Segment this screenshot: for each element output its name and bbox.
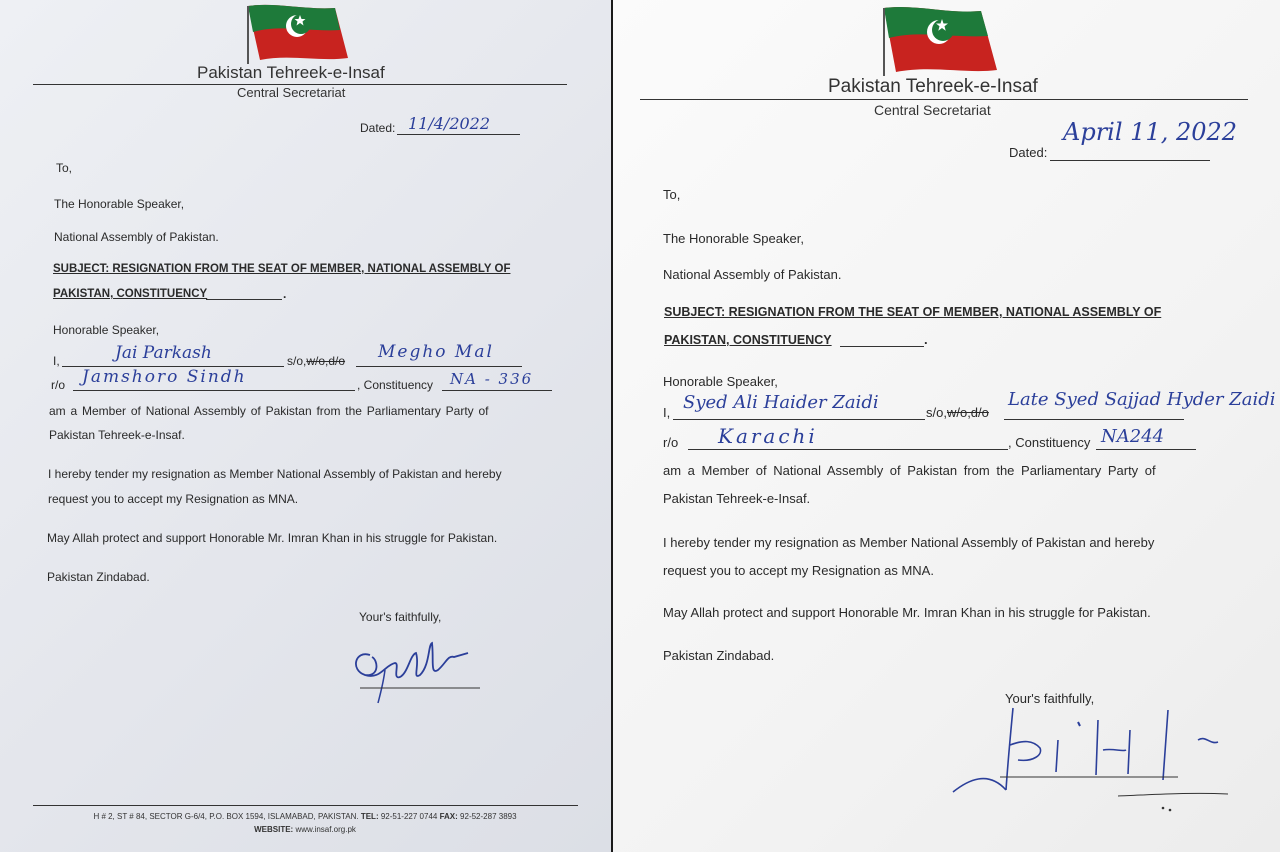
closing-slogan: Pakistan Zindabad. [663, 648, 775, 663]
residence-handwritten: Karachi [718, 424, 818, 448]
org-name: Pakistan Tehreek-e-Insaf [828, 76, 1038, 97]
greeting: Honorable Speaker, [663, 374, 778, 389]
constituency-label: , Constituency [357, 378, 434, 392]
constituency-handwritten: NA244 [1101, 426, 1165, 447]
i-label: I, [663, 405, 671, 420]
office-name: Central Secretariat [237, 85, 346, 100]
subject-end: . [283, 287, 287, 301]
father-name-handwritten: Late Syed Sajjad Hyder Zaidi [1008, 389, 1276, 410]
sign-off: Your's faithfully, [359, 610, 442, 624]
constituency-rule [1096, 449, 1196, 450]
prayer-line: May Allah protect and support Honorable Mr. Imran Khan in his struggle for Pakistan. [663, 605, 1151, 620]
body-line-1: am a Member of National Assembly of Pakistan from the Parliamentary Party of [663, 463, 1156, 478]
header-rule [640, 99, 1248, 100]
org-name: Pakistan Tehreek-e-Insaf [197, 63, 385, 82]
constituency-label: , Constituency [1008, 435, 1091, 450]
footer-contact: H # 2, ST # 84, SECTOR G-6/4, P.O. BOX 1594, ISLAMABAD, PAKISTAN. TEL: 92-51-227 0744 FAX: 92-52-287 3893 [93, 812, 517, 821]
greeting: Honorable Speaker, [53, 323, 160, 337]
resignation-letter-2 [613, 0, 1280, 852]
sign-off: Your's faithfully, [1005, 691, 1095, 706]
office-name: Central Secretariat [874, 102, 991, 118]
body-line-2: Pakistan Tehreek-e-Insaf. [663, 491, 811, 506]
subject-line-1: SUBJECT: RESIGNATION FROM THE SEAT OF MEMBER, NATIONAL ASSEMBLY OF [53, 263, 511, 275]
addressee: The Honorable Speaker, [54, 197, 185, 211]
father-rule [356, 366, 522, 367]
member-name-handwritten: Syed Ali Haider Zaidi [683, 392, 879, 413]
name-rule [673, 419, 925, 420]
father-rule [1004, 419, 1184, 420]
ro-label: r/o [51, 378, 66, 392]
father-name-handwritten: Megho Mal [378, 342, 494, 362]
signature-image [948, 700, 1248, 820]
closing-slogan: Pakistan Zindabad. [47, 570, 150, 584]
constituency-rule [442, 390, 552, 391]
date-handwritten: April 11, 2022 [1063, 118, 1238, 146]
so-label: s/o,w/o,d/o [926, 405, 989, 420]
addressee: The Honorable Speaker, [663, 231, 804, 246]
residence-rule [73, 390, 355, 391]
body-line-2: Pakistan Tehreek-e-Insaf. [49, 428, 185, 442]
subject-line-2: PAKISTAN, CONSTITUENCY [664, 333, 832, 347]
date-rule [397, 134, 520, 135]
i-label: I, [53, 354, 60, 368]
residence-rule [688, 449, 1008, 450]
prayer-line: May Allah protect and support Honorable Mr. Imran Khan in his struggle for Pakistan. [47, 531, 498, 545]
body-line-1: am a Member of National Assembly of Pakistan from the Parliamentary Party of [49, 404, 489, 418]
pti-flag-logo [881, 4, 999, 76]
date-rule [1050, 160, 1210, 161]
pti-flag-logo [245, 2, 350, 64]
resign-line-1: I hereby tender my resignation as Member National Assembly of Pakistan and hereby [48, 467, 502, 481]
date-handwritten: 11/4/2022 [408, 114, 491, 133]
constituency-blank-rule [206, 299, 282, 300]
subject-line-1: SUBJECT: RESIGNATION FROM THE SEAT OF MEMBER, NATIONAL ASSEMBLY OF [664, 305, 1162, 319]
salutation-to: To, [663, 187, 681, 202]
salutation-to: To, [56, 161, 73, 175]
resign-line-2: request you to accept my Resignation as MNA. [48, 492, 299, 506]
footer-website: WEBSITE: www.insaf.org.pk [254, 825, 356, 834]
constituency-blank-rule [840, 346, 924, 347]
assembly-name: National Assembly of Pakistan. [663, 267, 842, 282]
subject-end: . [924, 332, 928, 347]
resignation-letter-1 [0, 0, 611, 852]
ro-label: r/o [663, 435, 679, 450]
member-name-handwritten: Jai Parkash [115, 343, 212, 363]
subject-line-2: PAKISTAN, CONSTITUENCY [53, 288, 208, 300]
dated-label: Dated: [360, 121, 396, 135]
dated-label: Dated: [1009, 145, 1048, 160]
resign-line-2: request you to accept my Resignation as MNA. [663, 563, 934, 578]
footer-rule [33, 805, 578, 806]
so-label: s/o,w/o,d/o [287, 354, 346, 368]
assembly-name: National Assembly of Pakistan. [54, 230, 219, 244]
resign-line-1: I hereby tender my resignation as Member National Assembly of Pakistan and hereby [663, 535, 1155, 550]
residence-handwritten: Jamshoro Sindh [82, 367, 247, 387]
constituency-handwritten: NA - 336 [450, 370, 534, 388]
signature-image [350, 625, 480, 705]
